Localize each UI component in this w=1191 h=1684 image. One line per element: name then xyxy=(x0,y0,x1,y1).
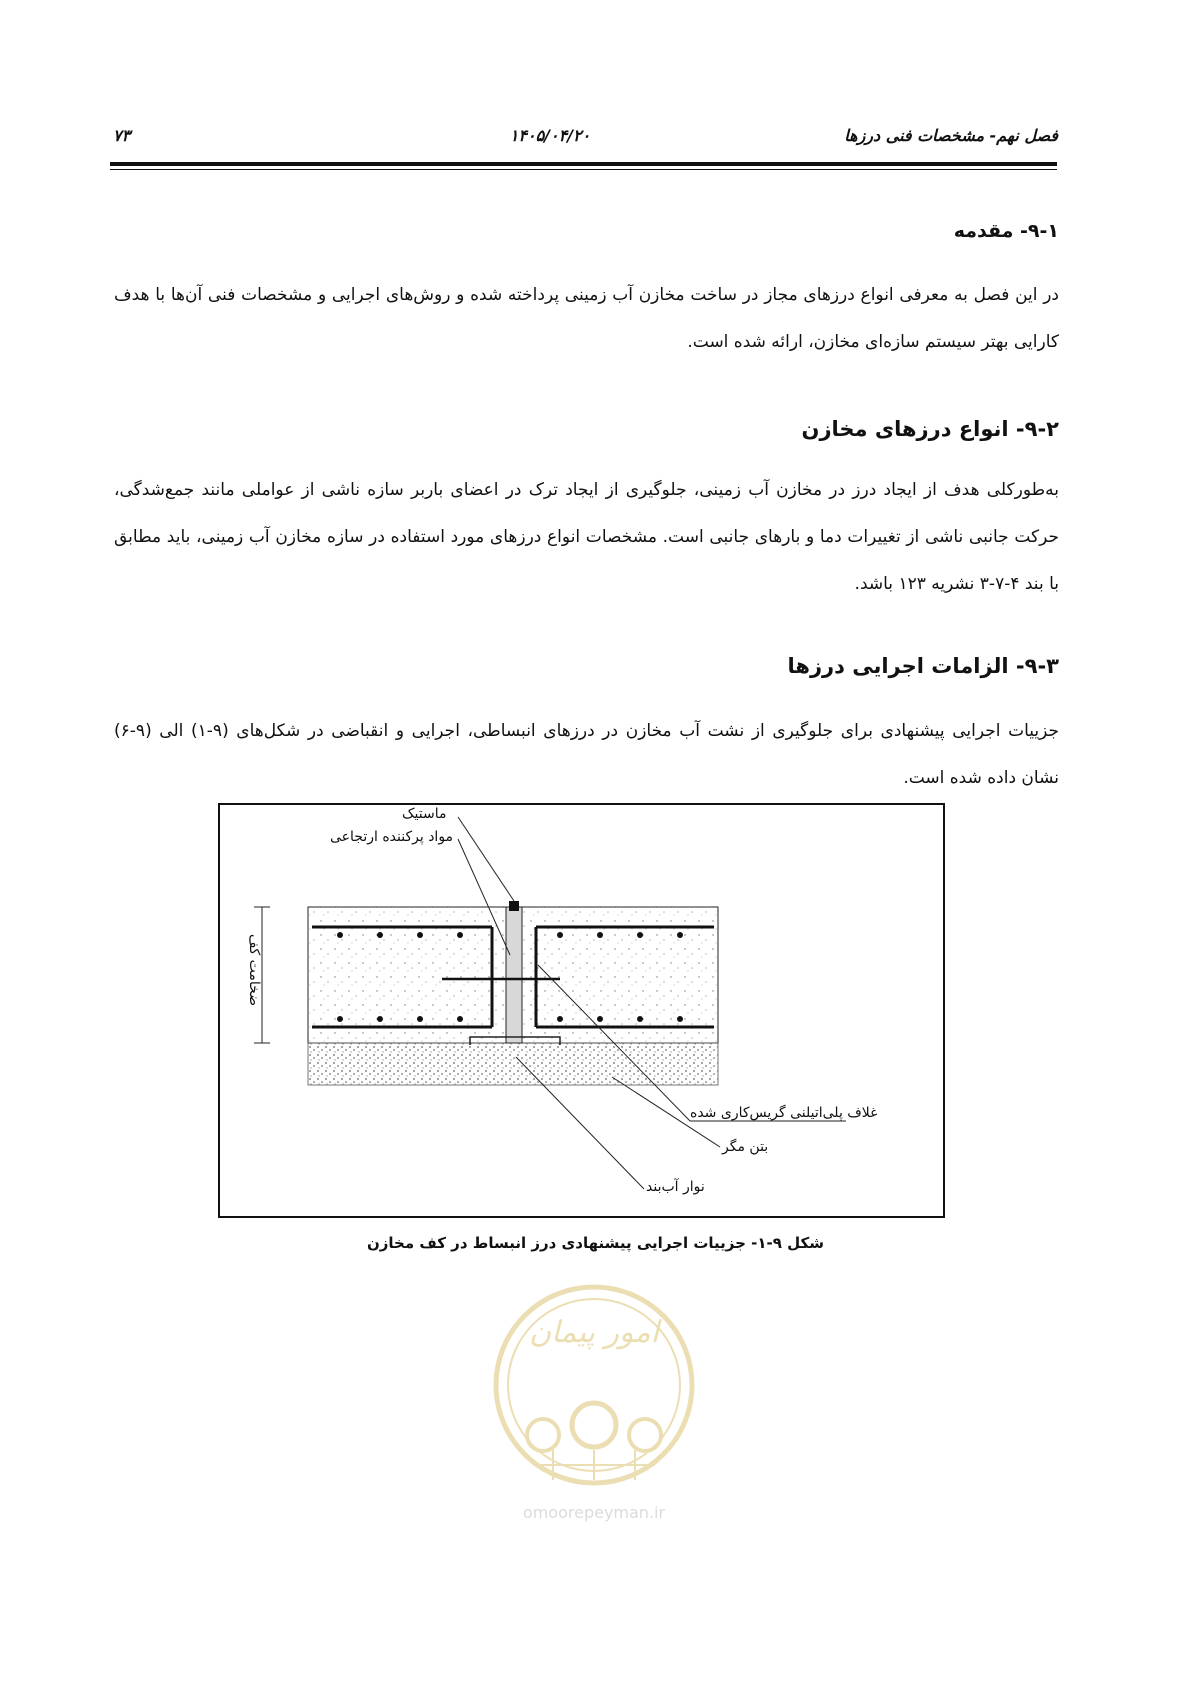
lean-concrete xyxy=(308,1043,718,1085)
label-thickness: ضخامت کف xyxy=(246,933,263,1007)
label-lean-concrete: بتن مگر xyxy=(722,1139,769,1155)
header-date: ۱۴۰۵/۰۴/۲۰ xyxy=(509,126,591,145)
section-title-requirements: ۹-۳- الزامات اجرایی درزها xyxy=(787,654,1059,678)
watermark-logo xyxy=(483,1275,705,1535)
chapter-title: فصل نهم- مشخصات فنی درزها xyxy=(844,126,1058,145)
label-mastic: ماستیک xyxy=(402,806,447,822)
joint-detail-drawing xyxy=(220,805,943,1216)
page-number: ۷۳ xyxy=(113,126,131,145)
watermark-url: omoorepeyman.ir xyxy=(522,1503,666,1522)
mastic-seal xyxy=(509,901,519,911)
section-title-joint-types: ۹-۲- انواع درزهای مخازن xyxy=(801,417,1059,441)
label-waterstop: نوار آب‌بند xyxy=(646,1179,705,1195)
watermark-seal-icon xyxy=(483,1275,705,1495)
header-rule-thick xyxy=(110,162,1057,166)
section-body-intro: در این فصل به معرفی انواع درزهای مجاز در ساخت مخازن آب زمینی پرداخته شده و روش‌های اجرایی و مشخصات فنی آن‌ها با هدف کارایی بهتر سیستم سازه‌ای مخازن، ارائه شده است. xyxy=(114,285,1059,352)
header-rule-thin xyxy=(110,169,1057,170)
section-title-intro: ۹-۱- مقدمه xyxy=(953,220,1059,242)
joint-detail-figure xyxy=(218,803,945,1218)
joint-filler xyxy=(506,907,522,1043)
watermark-brand: امور پیمان xyxy=(529,1315,659,1350)
label-sleeve: غلاف پلی‌اتیلنی گریس‌کاری شده xyxy=(690,1105,878,1121)
figure-caption: شکل ۹-۱- جزییات اجرایی پیشنهادی درز انبساط در کف مخازن xyxy=(366,1234,825,1252)
section-body-requirements: جزییات اجرایی پیشنهادی برای جلوگیری از نشت آب مخازن در درزهای انبساطی، اجرایی و انقباضی در شکل‌های (۹-۱) الی (۹-۶) نشان داده شده است. xyxy=(114,721,1060,788)
section-body-joint-types: به‌طورکلی هدف از ایجاد درز در مخازن آب زمینی، جلوگیری از ایجاد ترک در اعضای باربر سازه ناشی از عواملی مانند جمع‌شدگی، حرکت جانبی ناشی از تغییرات دما و بارهای جانبی است. مشخصات انواع درزهای مورد استفاده در سازه مخازن آب زمینی، باید مطابق با بند ۴-۷-۳ نشریه ۱۲۳ باشد. xyxy=(114,480,1059,594)
label-filler: مواد پرکننده ارتجاعی xyxy=(330,829,454,845)
